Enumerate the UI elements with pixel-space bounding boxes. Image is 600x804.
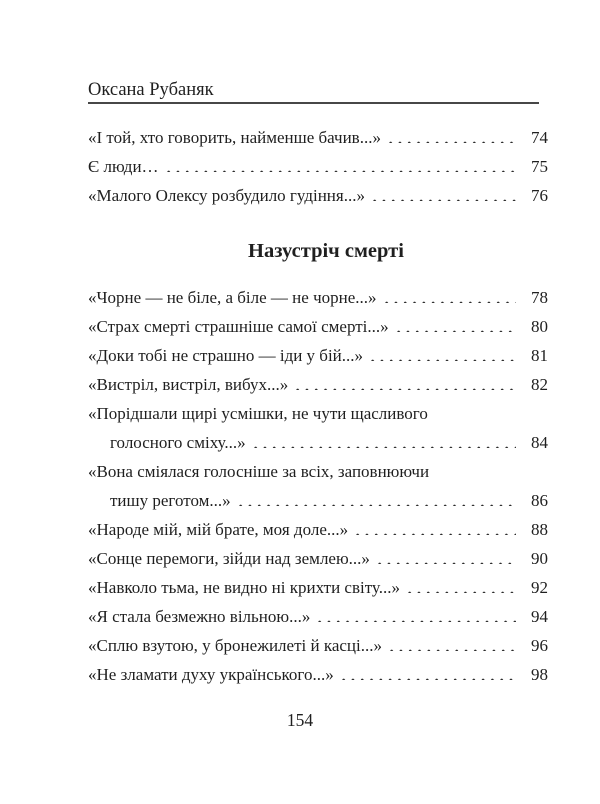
running-header-title: Оксана Рубаняк xyxy=(88,80,214,100)
toc-entry-page-number: 90 xyxy=(531,549,548,568)
toc-entry-page-number: 84 xyxy=(531,433,548,452)
toc-entry xyxy=(88,573,548,602)
toc-entry-title: «Навколо тьма, не видно ні крихти світу...» xyxy=(88,578,400,597)
toc-entry-page-number: 86 xyxy=(531,491,548,510)
toc-entry xyxy=(88,515,548,544)
page-content xyxy=(88,0,548,689)
toc-entry-title: «Малого Олексу розбудило гудіння...» xyxy=(88,186,365,205)
toc-entry-title: тишу реготом...» xyxy=(110,491,231,510)
dot-leader xyxy=(368,357,516,361)
dot-leader xyxy=(405,589,516,593)
toc-section xyxy=(88,237,548,689)
dot-leader xyxy=(375,560,516,564)
toc-entry-page-number: 92 xyxy=(531,578,548,597)
toc-entry xyxy=(88,312,548,341)
toc-entry-title: «Я стала безмежно вільною...» xyxy=(88,607,311,626)
toc-entry-page-number: 78 xyxy=(531,288,548,307)
dot-leader xyxy=(353,531,516,535)
toc-entry-title: «Не зламати духу українського...» xyxy=(88,665,334,684)
toc-entry-page-number: 88 xyxy=(531,520,548,539)
toc-entry xyxy=(88,544,548,573)
toc-entry xyxy=(88,660,548,689)
toc-entry-line xyxy=(88,457,548,486)
folio-page-number: 154 xyxy=(286,710,314,730)
dot-leader xyxy=(293,386,516,390)
toc-entry-title: «Вона сміялася голосніше за всіх, заповнюючи xyxy=(88,462,430,481)
toc-entry xyxy=(88,486,548,515)
toc-entry-page-number: 98 xyxy=(531,665,548,684)
page-footer xyxy=(0,706,600,735)
toc-entry-page-number: 75 xyxy=(531,157,548,176)
dot-leader xyxy=(370,197,516,201)
table-of-contents xyxy=(88,123,548,689)
toc-entry-page-number: 76 xyxy=(531,186,548,205)
toc-entry xyxy=(88,283,548,312)
toc-section xyxy=(88,123,548,210)
toc-entry-title: «Народе мій, мій брате, моя доле...» xyxy=(88,520,349,539)
dot-leader xyxy=(315,618,516,622)
toc-entry-title: «Доки тобі не страшно — іди у бій...» xyxy=(88,346,364,365)
toc-entry xyxy=(88,428,548,457)
toc-entry-title: голосного сміху...» xyxy=(110,433,246,452)
toc-entry xyxy=(88,370,548,399)
toc-entry-title: «Страх смерті страшніше самої смерті...» xyxy=(88,317,389,336)
toc-entry xyxy=(88,341,548,370)
toc-entry-title: «Сонце перемоги, зійди над землею...» xyxy=(88,549,370,568)
dot-leader xyxy=(387,647,516,651)
toc-entry-title: «Чорне — не біле, а біле — не чорне...» xyxy=(88,288,377,307)
toc-entry-page-number: 80 xyxy=(531,317,548,336)
dot-leader xyxy=(394,328,516,332)
dot-leader xyxy=(339,676,516,680)
toc-entry-page-number: 96 xyxy=(531,636,548,655)
dot-leader xyxy=(236,502,516,506)
toc-entry-page-number: 74 xyxy=(531,128,548,147)
toc-entry-line xyxy=(88,399,548,428)
toc-entry-page-number: 81 xyxy=(531,346,548,365)
running-header xyxy=(88,80,539,104)
dot-leader xyxy=(164,168,516,172)
toc-entry-title: Є люди… xyxy=(88,157,159,176)
toc-entry xyxy=(88,602,548,631)
dot-leader xyxy=(251,444,516,448)
toc-entry-title: «Порідшали щирі усмішки, не чути щасливого xyxy=(88,404,428,423)
toc-entry xyxy=(88,123,548,152)
toc-entry xyxy=(88,181,548,210)
section-heading: Назустріч смерті xyxy=(248,240,404,262)
dot-leader xyxy=(386,139,516,143)
toc-entry xyxy=(88,152,548,181)
toc-entry-title: «І той, хто говорить, найменше бачив...» xyxy=(88,128,381,147)
toc-entry-title: «Вистріл, вистріл, вибух...» xyxy=(88,375,289,394)
dot-leader xyxy=(382,299,516,303)
toc-entry-title: «Сплю взутою, у бронежилеті й касці...» xyxy=(88,636,382,655)
toc-entry xyxy=(88,631,548,660)
toc-entry-page-number: 94 xyxy=(531,607,548,626)
toc-entry-page-number: 82 xyxy=(531,375,548,394)
